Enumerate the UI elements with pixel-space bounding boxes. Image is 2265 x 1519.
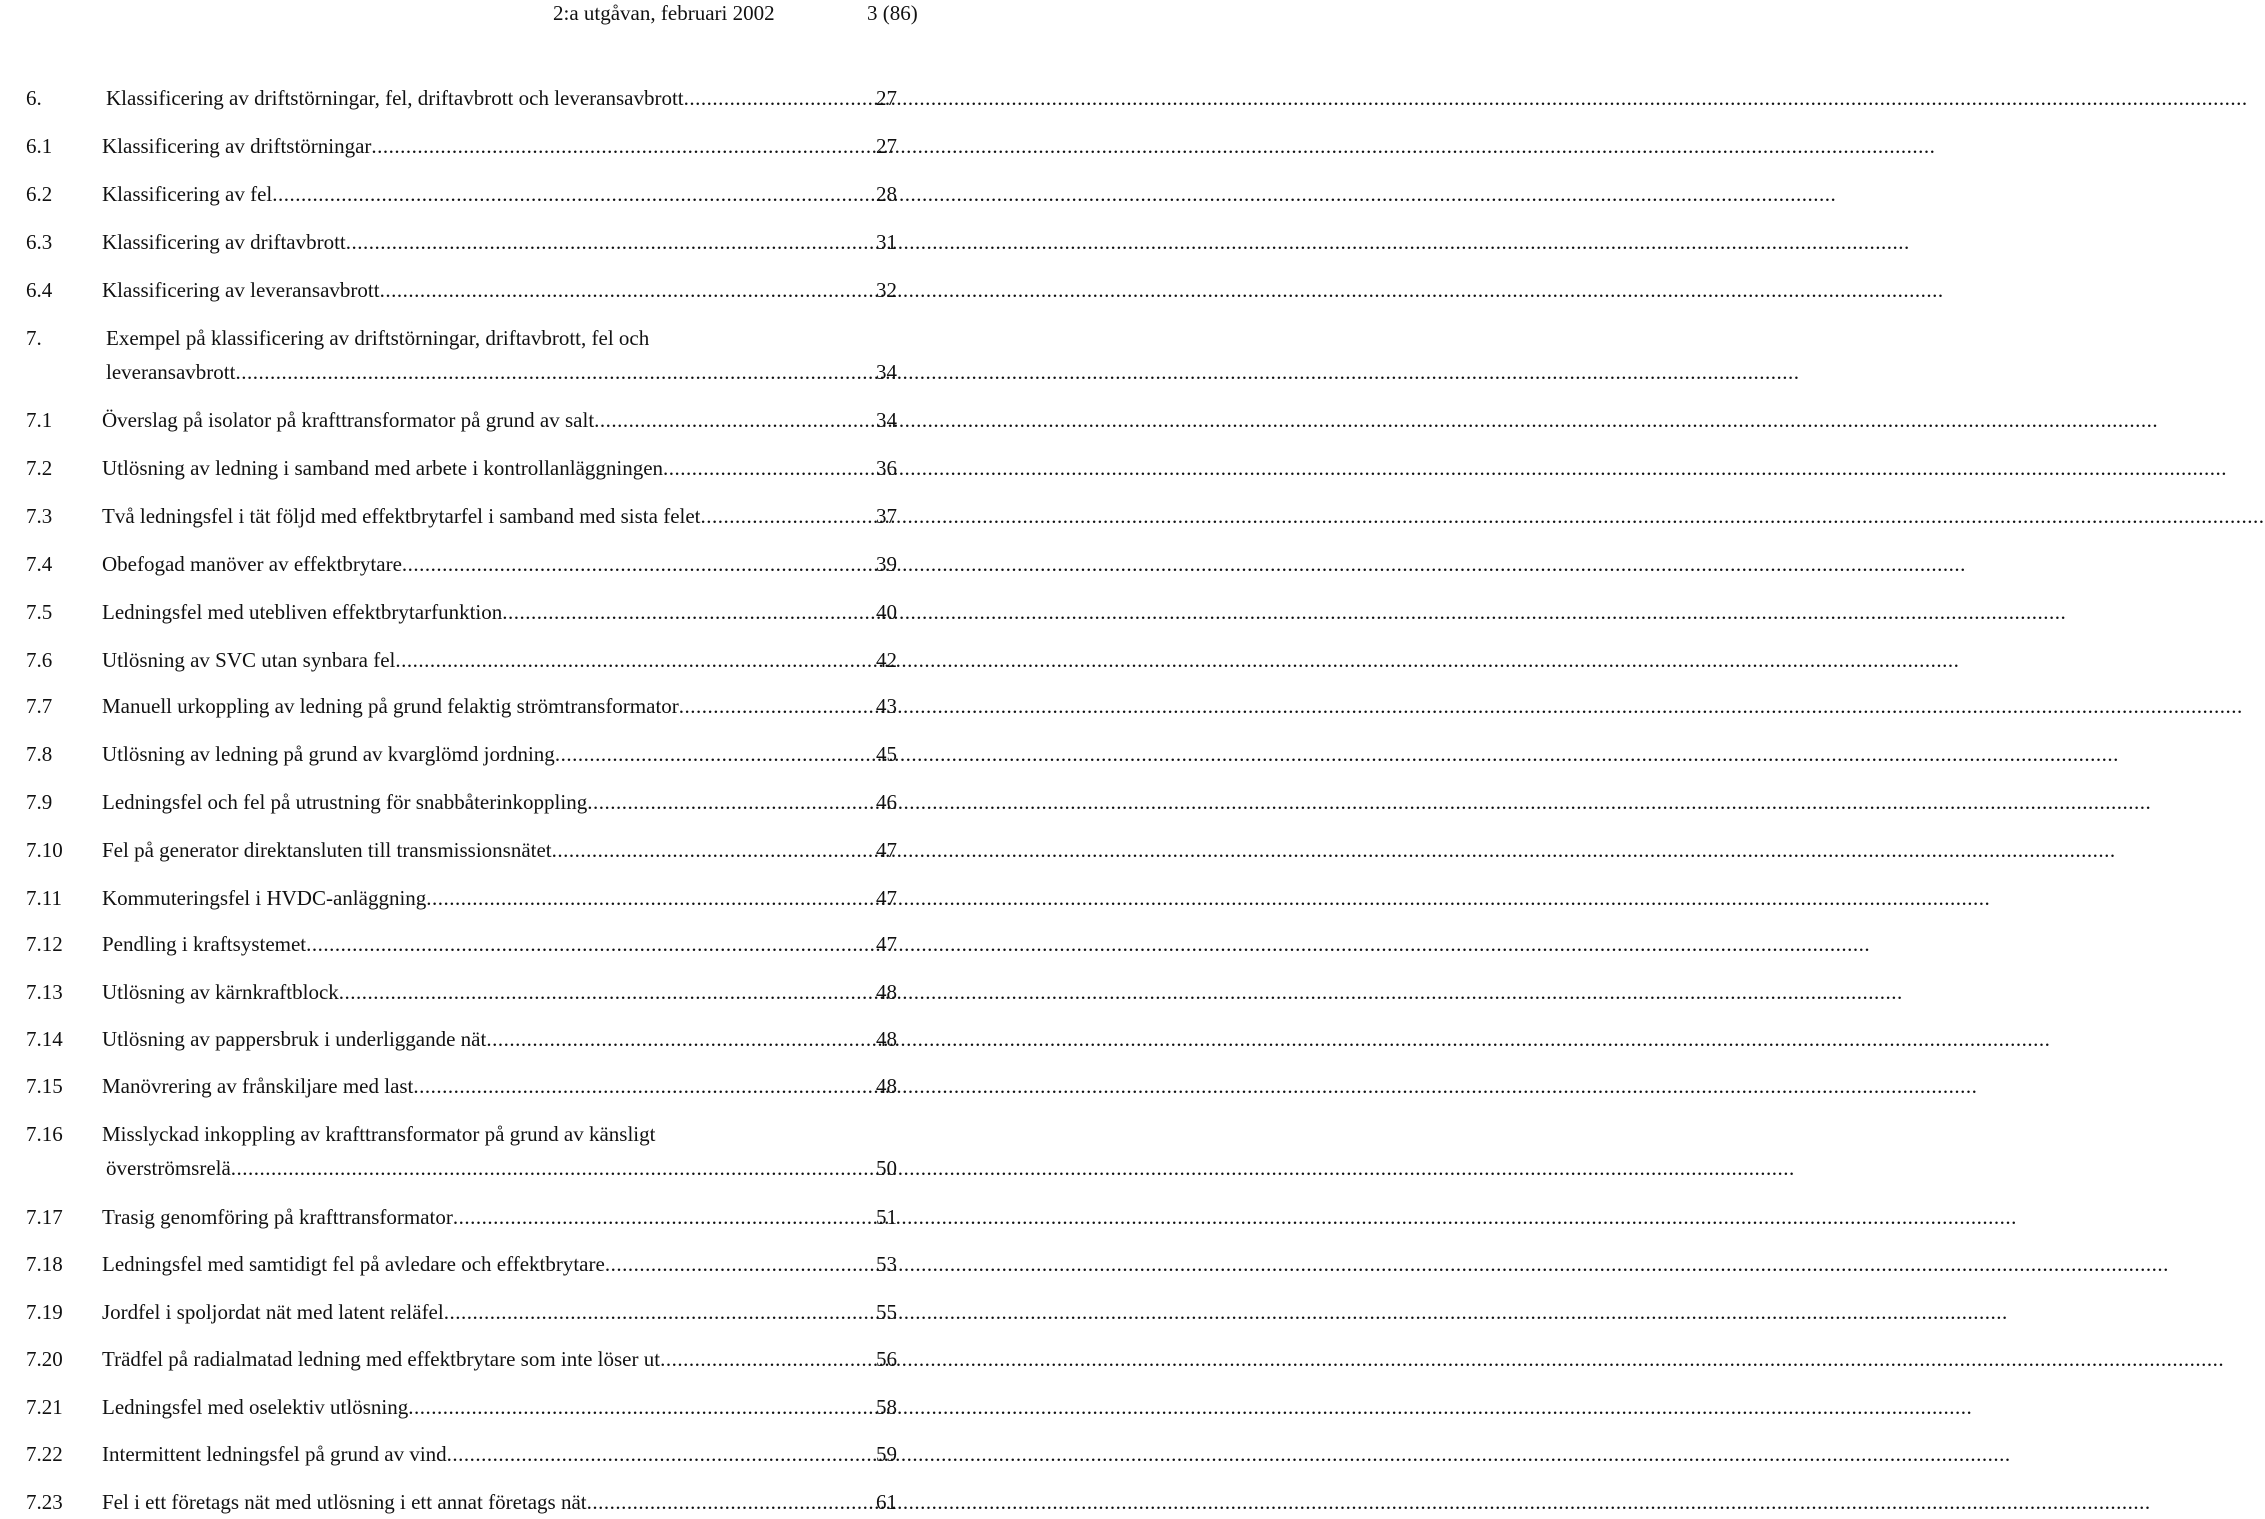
dot-leader [272,182,876,207]
dot-leader [371,134,876,159]
toc-entry-page: 27 [876,86,897,110]
toc-entry-number: 6. [26,86,42,110]
dot-leader [453,1205,876,1230]
dot-leader [679,694,876,719]
toc-entry-page: 27 [876,134,897,158]
toc-entry-title: leveransavbrott [106,360,236,384]
toc-entry-title: Klassificering av driftstörningar, fel, driftavbrott och leveransavbrott [106,86,684,110]
toc-entry-number: 6.2 [26,182,53,206]
toc-entry-page: 42 [876,648,897,672]
toc-entry-title: Klassificering av driftavbrott [102,230,346,254]
toc-entry-title: Trädfel på radialmatad ledning med effektbrytare som inte löser ut [102,1347,661,1371]
toc-entry-number: 7.22 [26,1442,63,1466]
dot-leader [395,648,876,673]
toc-entry-page: 43 [876,694,897,718]
toc-entry-number: 6.3 [26,230,53,254]
toc-entry-page: 28 [876,182,897,206]
toc-entry-title: Utlösning av kärnkraftblock [102,980,339,1004]
toc-entry-page: 59 [876,1442,897,1466]
toc-entry-number: 7.3 [26,504,53,528]
toc-entry-number: 7.2 [26,456,53,480]
dot-leader [413,1074,876,1099]
toc-entry-title: Intermittent ledningsfel på grund av vind [102,1442,447,1466]
toc-entry-number: 7.17 [26,1205,63,1229]
dot-leader [235,360,876,385]
toc-entry-page: 46 [876,790,897,814]
toc-entry-page: 61 [876,1490,897,1514]
dot-leader [684,86,876,111]
toc-entry-title: Klassificering av driftstörningar [102,134,372,158]
toc-entry-title: Misslyckad inkoppling av krafttransformator på grund av känsligt [102,1122,656,1146]
toc-entry-title: Manuell urkoppling av ledning på grund felaktig strömtransformator [102,694,679,718]
toc-entry-title: Jordfel i spoljordat nät med latent reläfel [102,1300,444,1324]
toc-entry-title: Överslag på isolator på krafttransformator på grund av salt [102,408,595,432]
toc-entry-title: Manövrering av frånskiljare med last [102,1074,414,1098]
dot-leader [306,932,876,957]
toc-entry-page: 53 [876,1252,897,1276]
toc-entry-page: 48 [876,980,897,1004]
dot-leader [426,886,876,911]
toc-entry-page: 40 [876,600,897,624]
dot-leader [555,742,876,767]
toc-entry-title: Pendling i kraftsystemet [102,932,307,956]
toc-entry-number: 7.4 [26,552,53,576]
dot-leader [408,1395,876,1420]
dot-leader [486,1027,876,1052]
toc-entry-title: Exempel på klassificering av driftstörningar, driftavbrott, fel och [106,326,650,350]
dot-leader [701,504,877,529]
toc-entry-page: 47 [876,886,897,910]
toc-entry-number: 7.18 [26,1252,63,1276]
toc-entry-page: 37 [876,504,897,528]
toc-entry-title: Klassificering av fel [102,182,273,206]
toc-entry-number: 7.1 [26,408,53,432]
toc-entry-number: 7.12 [26,932,63,956]
toc-entry-page: 56 [876,1347,897,1371]
toc-entry-number: 6.4 [26,278,53,302]
toc-entry-title: Ledningsfel med utebliven effektbrytarfunktion [102,600,503,624]
toc-entry-title: Utlösning av ledning i samband med arbete i kontrollanläggningen [102,456,664,480]
toc-entry-page: 47 [876,838,897,862]
toc-entry-number: 7.6 [26,648,53,672]
toc-entry-page: 39 [876,552,897,576]
toc-entry-number: 6.1 [26,134,53,158]
toc-entry-title: Fel i ett företags nät med utlösning i ett annat företags nät [102,1490,587,1514]
toc-entry-number: 7. [26,326,42,350]
toc-entry-number: 7.16 [26,1122,63,1146]
dot-leader [587,1490,876,1515]
toc-entry-page: 45 [876,742,897,766]
toc-entry-title: Ledningsfel med samtidigt fel på avledare och effektbrytare [102,1252,605,1276]
dot-leader [346,230,876,255]
toc-entry-page: 32 [876,278,897,302]
dot-leader [402,552,876,577]
dot-leader [447,1442,876,1467]
toc-entry-page: 34 [876,360,897,384]
dot-leader [605,1252,876,1277]
toc-entry-title: Fel på generator direktansluten till transmissionsnätet [102,838,552,862]
toc-entry-title: Utlösning av pappersbruk i underliggande nät [102,1027,487,1051]
toc-entry-page: 48 [876,1074,897,1098]
toc-entry-number: 7.11 [26,886,62,910]
toc-entry-title: Obefogad manöver av effektbrytare [102,552,402,576]
toc-entry-number: 7.7 [26,694,53,718]
toc-entry-number: 7.15 [26,1074,63,1098]
dot-leader [663,456,876,481]
dot-leader [587,790,876,815]
toc-entry-page: 34 [876,408,897,432]
toc-entry-title: Utlösning av SVC utan synbara fel [102,648,396,672]
dot-leader [380,278,876,303]
toc-entry-page: 50 [876,1156,897,1180]
toc-entry-page: 36 [876,456,897,480]
dot-leader [231,1156,876,1181]
toc-entry-title: Två ledningsfel i tät följd med effektbrytarfel i samband med sista felet [102,504,701,528]
toc-entry-title: Trasig genomföring på krafttransformator [102,1205,453,1229]
dot-leader [660,1347,876,1372]
toc-entry-number: 7.8 [26,742,53,766]
dot-leader [552,838,876,863]
toc-entry-number: 7.5 [26,600,53,624]
toc-entry-title: Utlösning av ledning på grund av kvarglömd jordning [102,742,555,766]
toc-entry-page: 31 [876,230,897,254]
toc-entry-page: 58 [876,1395,897,1419]
toc-entry-number: 7.9 [26,790,53,814]
dot-leader [339,980,876,1005]
toc-entry-number: 7.10 [26,838,63,862]
toc-entry-number: 7.14 [26,1027,63,1051]
toc-entry-number: 7.23 [26,1490,63,1514]
toc-entry-title: Ledningsfel med oselektiv utlösning [102,1395,409,1419]
toc-entry-number: 7.19 [26,1300,63,1324]
page-number: 3 (86) [867,1,918,25]
dot-leader [444,1300,876,1325]
toc-entry-page: 55 [876,1300,897,1324]
toc-entry-title: Kommuteringsfel i HVDC-anläggning [102,886,427,910]
toc-entry-title: Klassificering av leveransavbrott [102,278,380,302]
toc-entry-title: överströmsrelä [106,1156,231,1180]
dot-leader [594,408,876,433]
toc-entry-title: Ledningsfel och fel på utrustning för snabbåterinkoppling [102,790,588,814]
page-header [0,0,960,30]
edition-date: 2:a utgåvan, februari 2002 [553,1,775,25]
toc-entry-number: 7.20 [26,1347,63,1371]
dot-leader [502,600,876,625]
toc-entry-page: 48 [876,1027,897,1051]
toc-entry-page: 51 [876,1205,897,1229]
toc-entry-page: 47 [876,932,897,956]
toc-entry-number: 7.21 [26,1395,63,1419]
toc-entry-number: 7.13 [26,980,63,1004]
